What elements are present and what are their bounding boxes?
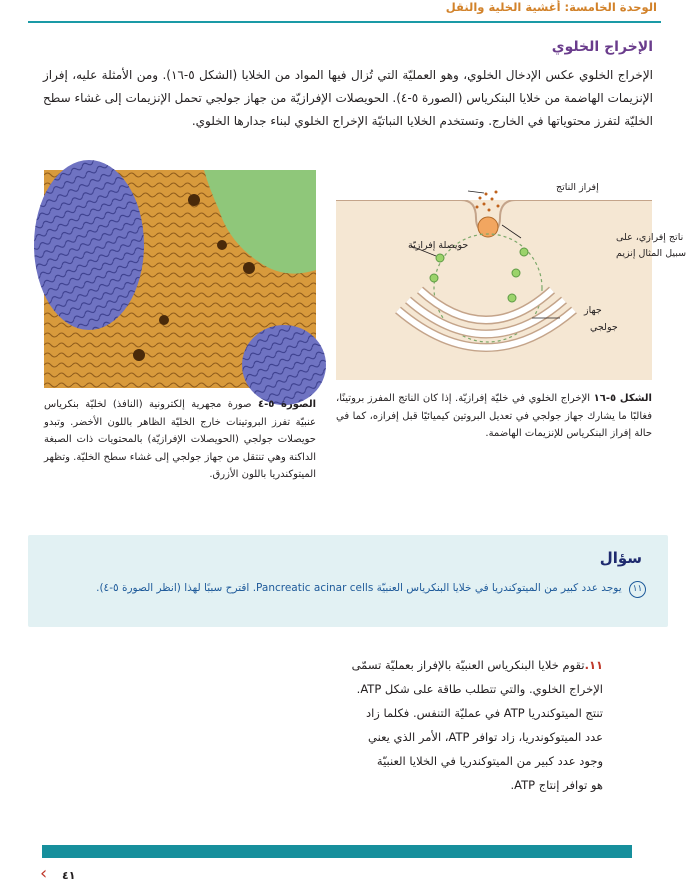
answer-line-1 (223, 653, 603, 677)
figure-number: الشكل ٥-١٦ (593, 393, 652, 404)
question-text-block (48, 578, 646, 598)
question-box (28, 535, 668, 627)
unit-header: الوحدة الخامسة: أغشية الخلية والنقل (445, 0, 657, 14)
micrograph-image (44, 170, 316, 388)
section-title: الإخراج الخلوي (551, 39, 653, 55)
label-product-2: سبيل المثال إنزيم (616, 248, 687, 259)
exocytosis-svg (336, 170, 687, 380)
answer-line-5: وجود عدد كبير من الميتوكندريا في الخلايا العنبيّة (376, 754, 603, 768)
exocytosis-diagram (336, 170, 687, 380)
label-golgi-1: جهاز (584, 305, 602, 316)
photo-caption-text: صورة مجهرية إلكترونية (النافذ) لخليّة بنكرياس عنبيّة تفرز البروتينات خارج الخليّة الظاهر باللون الأخضر. وتبدو حويصلات جولجي (الحويصلات الإفرازيّة) بالمحتويات ذات الصبغة الداكنة وهي تنتقل من جهاز جولجي إلى غشاء سطح الخليّة. وتظهر الميتوكندريا باللون الأزرق. (44, 399, 316, 480)
label-secretion: إفراز الناتج (556, 182, 599, 193)
photo-number: الصورة ٥-٤ (257, 399, 317, 410)
photo-caption (44, 396, 316, 484)
top-divider (28, 21, 661, 23)
question-text: يوجد عدد كبير من الميتوكندريا في خلايا البنكرياس العنبيّة Pancreatic acinar cells. اقترح سببًا لهذا (انظر الصورة ٥-٤). (96, 582, 622, 594)
label-product-1: ناتج إفرازي، على (616, 232, 684, 243)
micrograph-svg (44, 170, 316, 388)
answer-line-3: تنتج الميتوكندريا ATP في عمليّة التنفس. فكلما زاد (365, 706, 603, 720)
answer-line-4: عدد الميتوكوندريا، زاد توافر ATP، الأمر الذي يعني (368, 730, 603, 744)
answer-line-1-text: تقوم خلايا البنكرياس العنبيّة بالإفراز بعمليّة تسمّى (351, 658, 585, 672)
figure-caption-text: الإخراج الخلوي في خليّة إفرازيّة. إذا كان الناتج المفرز بروتينًا، فغالبًا ما يشارك جهاز جولجي في تعديل البروتين كيميائيًا قبل إفرازه، كما في حالة إفراز البنكرياس للإنزيمات الهاضمة. (336, 393, 652, 439)
label-golgi-2: جولجي (590, 322, 618, 333)
page-number: ٤١ (62, 869, 76, 882)
answer-line-6: هو توافر إنتاج ATP. (510, 778, 603, 792)
question-heading: سؤال (599, 549, 642, 567)
answer-line-2: الإخراج الخلوي. والتي تتطلب طاقة على شكل ATP. (356, 682, 603, 696)
answer-block (223, 653, 603, 797)
label-vesicle: حويصلة إفرازيّة (408, 240, 469, 251)
body-paragraph: الإخراج الخلوي عكس الإدخال الخلوي، وهو العمليّة التي تُزال فيها المواد من الخلايا (الشكل ٥-١٦). ومن الأمثلة عليه، إفراز الإنزيمات الهاضمة من خلايا البنكرياس (الصورة ٥-٤). الحويصلات الإفرازيّة من جهاز جولجي تحمل الإنزيمات إلى غشاء سطح الخليّة لتفرز محتوياتها في الخارج. وتستخدم الخلايا النباتيّة الإخراج الخلوي لبناء جدارها الخلوي. (43, 68, 653, 128)
figure-caption (336, 390, 652, 443)
footer-bar (42, 845, 632, 858)
chevron-left-icon: ‹ (40, 863, 48, 884)
question-number-badge: ١١ (629, 581, 646, 598)
answer-number: ١١. (584, 658, 603, 672)
